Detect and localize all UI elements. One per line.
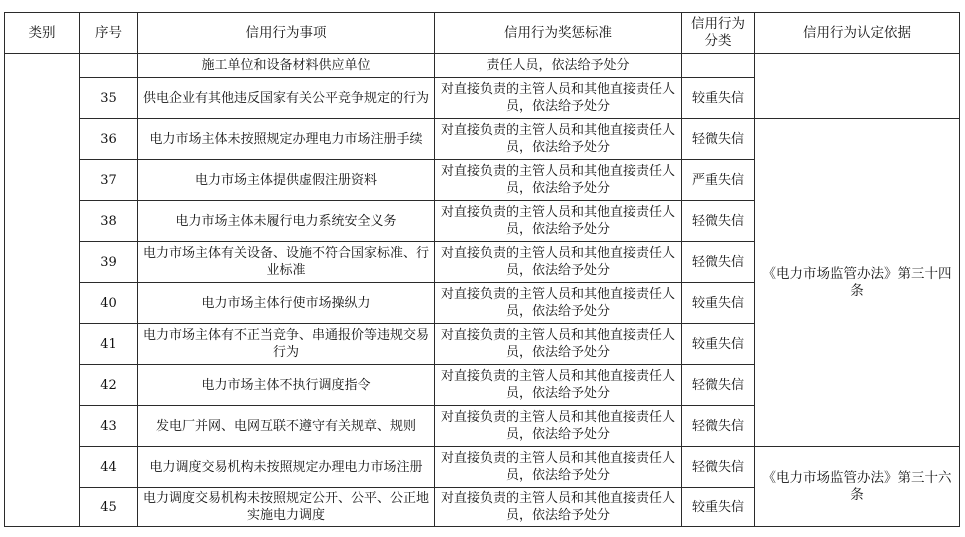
standard-cell: 对直接负责的主管人员和其他直接责任人员，依法给予处分 [435,365,682,406]
header-type: 信用行为分类 [682,13,755,54]
item-cell: 电力市场主体行使市场操纵力 [138,283,435,324]
item-cell: 电力市场主体未履行电力系统安全义务 [138,201,435,242]
standard-cell: 对直接负责的主管人员和其他直接责任人员，依法给予处分 [435,119,682,160]
item-cell: 电力市场主体不执行调度指令 [138,365,435,406]
type-cell: 轻微失信 [682,119,755,160]
standard-cell: 对直接负责的主管人员和其他直接责任人员，依法给予处分 [435,160,682,201]
table-row [5,119,960,160]
standard-cell: 责任人员，依法给予处分 [435,54,682,78]
item-cell: 供电企业有其他违反国家有关公平竞争规定的行为 [138,78,435,119]
no-cell: 44 [80,447,138,488]
category-cell [5,54,80,527]
table-row-continued [5,54,960,78]
type-cell: 轻微失信 [682,406,755,447]
type-cell: 较重失信 [682,283,755,324]
type-cell: 轻微失信 [682,365,755,406]
basis-cell-art36: 《电力市场监管办法》第三十六条 [755,447,960,527]
standard-cell: 对直接负责的主管人员和其他直接责任人员，依法给予处分 [435,324,682,365]
no-cell: 38 [80,201,138,242]
no-cell: 36 [80,119,138,160]
no-cell: 42 [80,365,138,406]
item-cell: 电力市场主体提供虚假注册资料 [138,160,435,201]
header-category: 类别 [5,13,80,54]
standard-cell: 对直接负责的主管人员和其他直接责任人员，依法给予处分 [435,488,682,527]
no-cell: 37 [80,160,138,201]
type-cell [682,54,755,78]
header-no: 序号 [80,13,138,54]
standard-cell: 对直接负责的主管人员和其他直接责任人员，依法给予处分 [435,242,682,283]
header-row [5,13,960,54]
type-cell: 较重失信 [682,324,755,365]
credit-behavior-table [4,12,960,527]
no-cell: 43 [80,406,138,447]
item-cell: 电力市场主体有不正当竞争、串通报价等违规交易行为 [138,324,435,365]
no-cell: 41 [80,324,138,365]
standard-cell: 对直接负责的主管人员和其他直接责任人员，依法给予处分 [435,447,682,488]
no-cell: 45 [80,488,138,527]
standard-cell: 对直接负责的主管人员和其他直接责任人员，依法给予处分 [435,201,682,242]
basis-cell-art34: 《电力市场监管办法》第三十四条 [755,119,960,447]
header-standard: 信用行为奖惩标准 [435,13,682,54]
type-cell: 轻微失信 [682,447,755,488]
no-cell: 40 [80,283,138,324]
standard-cell: 对直接负责的主管人员和其他直接责任人员，依法给予处分 [435,283,682,324]
type-cell: 轻微失信 [682,242,755,283]
type-cell: 较重失信 [682,488,755,527]
type-cell: 轻微失信 [682,201,755,242]
item-cell: 电力调度交易机构未按照规定公开、公平、公正地实施电力调度 [138,488,435,527]
type-cell: 较重失信 [682,78,755,119]
item-cell: 施工单位和设备材料供应单位 [138,54,435,78]
standard-cell: 对直接负责的主管人员和其他直接责任人员，依法给予处分 [435,78,682,119]
no-cell: 35 [80,78,138,119]
type-cell: 严重失信 [682,160,755,201]
header-basis: 信用行为认定依据 [755,13,960,54]
header-item: 信用行为事项 [138,13,435,54]
no-cell: 39 [80,242,138,283]
basis-cell-empty [755,54,960,119]
table-row [5,447,960,488]
standard-cell: 对直接负责的主管人员和其他直接责任人员，依法给予处分 [435,406,682,447]
item-cell: 发电厂并网、电网互联不遵守有关规章、规则 [138,406,435,447]
item-cell: 电力调度交易机构未按照规定办理电力市场注册 [138,447,435,488]
item-cell: 电力市场主体有关设备、设施不符合国家标准、行业标准 [138,242,435,283]
no-cell [80,54,138,78]
item-cell: 电力市场主体未按照规定办理电力市场注册手续 [138,119,435,160]
